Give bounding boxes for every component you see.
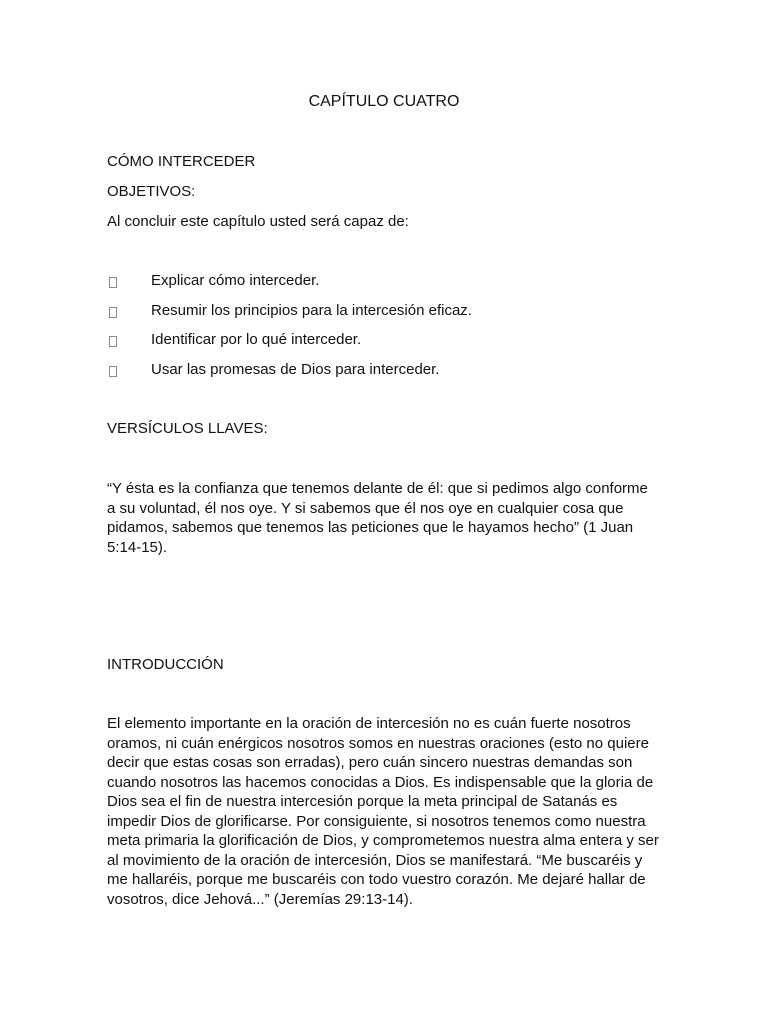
introduccion-label: INTRODUCCIÓN <box>107 656 224 673</box>
paragraph-line: impedir Dios de glorificarse. Por consiguiente, si nosotros tenemos como nuestra <box>107 812 646 830</box>
verse-line: pidamos, sabemos que tenemos las peticiones que le hayamos hecho” (1 Juan <box>107 519 634 536</box>
paragraph-line: decir que estas cosas son erradas), pero cuán sincero nuestras demandas son <box>107 754 633 771</box>
bullet-glyph-icon <box>109 307 117 318</box>
paragraph-line: vosotros, dice Jehová...” (Jeremías 29:13-14). <box>107 890 413 908</box>
paragraph-line: El elemento importante en la oración de intercesión no es cuán fuerte nosotros <box>107 715 631 732</box>
paragraph-line: oramos, ni cuán enérgicos nosotros somos en nuestras oraciones (esto no quiere <box>107 734 649 752</box>
bullet-glyph-icon <box>109 366 117 377</box>
objetivos-label: OBJETIVOS: <box>107 183 196 200</box>
bullet-glyph-icon <box>109 336 117 347</box>
paragraph-line: al movimiento de la oración de intercesión, Dios se manifestará. “Me buscaréis y <box>107 851 643 869</box>
objective-text: Usar las promesas de Dios para interceder. <box>151 361 440 378</box>
paragraph-line: Dios sea el fin de nuestra intercesión porque la meta principal de Satanás es <box>107 793 618 810</box>
objective-text: Identificar por lo qué interceder. <box>151 331 362 348</box>
bullet-glyph-icon <box>109 277 117 288</box>
objective-text: Resumir los principios para la intercesión eficaz. <box>151 302 472 319</box>
objective-text: Explicar cómo interceder. <box>151 272 320 289</box>
chapter-title: CAPÍTULO CUATRO <box>308 93 460 110</box>
verse-line: “Y ésta es la confianza que tenemos delante de él: que si pedimos algo conforme <box>107 480 648 497</box>
verse-line: a su voluntad, él nos oye. Y si sabemos que él nos oye en cualquier cosa que <box>107 499 624 517</box>
objectives-intro-line: Al concluir este capítulo usted será capaz de: <box>107 213 409 230</box>
key-verse-paragraph <box>107 479 667 557</box>
introduction-paragraph <box>107 714 667 909</box>
paragraph-line: meta primaria la glorificación de Dios, y comprometemos nuestra alma entera y ser <box>107 832 659 849</box>
paragraph-line: cuando nosotros las hacemos conocidas a Dios. Es indispensable que la gloria de <box>107 773 654 791</box>
verse-line: 5:14-15). <box>107 538 168 556</box>
versiculos-llaves-label: VERSÍCULOS LLAVES: <box>107 420 268 437</box>
section-heading-como-interceder: CÓMO INTERCEDER <box>107 153 256 170</box>
paragraph-line: me hallaréis, porque me buscaréis con todo vuestro corazón. Me dejaré hallar de <box>107 871 646 888</box>
